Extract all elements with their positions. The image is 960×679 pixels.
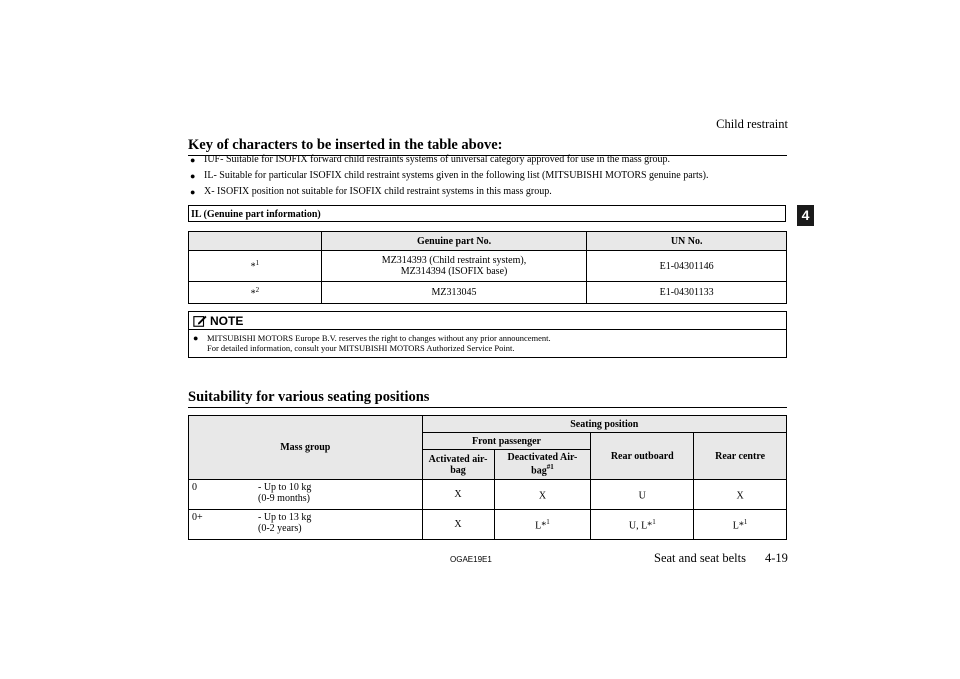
header-deactivated-airbag: Deactivated Air-bag$^{\#1}$ xyxy=(494,450,591,480)
table-header-row xyxy=(189,232,787,251)
note-line: MITSUBISHI MOTORS Europe B.V. reserves the right to changes without any prior announcement. xyxy=(207,333,551,343)
document-code: OGAE19E1 xyxy=(450,555,492,564)
parts-table xyxy=(188,231,787,304)
row-un-no: E1-04301146 xyxy=(587,251,787,282)
suitability-heading: Suitability for various seating positions xyxy=(188,389,787,408)
running-header: Child restraint xyxy=(716,117,788,131)
chapter-tab: 4 xyxy=(797,205,814,226)
table-row xyxy=(189,510,787,540)
row-part-no: MZ314393 (Child restraint system), MZ314394 (ISOFIX base) xyxy=(321,251,587,282)
row-mark: *$^1$ xyxy=(189,251,322,282)
table-header-part-no: Genuine part No. xyxy=(321,232,587,251)
bullet-icon: ● xyxy=(190,171,196,181)
note-box xyxy=(188,311,787,358)
row-mark: *$^2$ xyxy=(189,282,322,304)
header-front-passenger: Front passenger xyxy=(422,433,591,450)
table-row xyxy=(189,480,787,510)
header-mass-group: Mass group xyxy=(189,416,423,480)
cell-deactivated: L*$^1$ xyxy=(494,510,591,540)
row-un-no: E1-04301133 xyxy=(587,282,787,304)
note-header xyxy=(189,312,786,330)
table-row xyxy=(189,282,787,304)
header-seating-position: Seating position xyxy=(422,416,786,433)
key-list xyxy=(190,152,790,200)
note-label: NOTE xyxy=(210,313,244,328)
note-pencil-icon xyxy=(193,314,207,328)
key-item xyxy=(190,168,790,184)
genuine-part-title: IL (Genuine part information) xyxy=(188,205,786,222)
cell-rear-outboard: U xyxy=(591,480,694,510)
page-number: 4-19 xyxy=(765,551,788,565)
header-rear-centre: Rear centre xyxy=(694,433,787,480)
key-heading: Key of characters to be inserted in the table above: xyxy=(188,137,787,156)
key-item-text: X- ISOFIX position not suitable for ISOFIX child restraint systems in this mass group. xyxy=(204,186,552,197)
cell-rear-centre: X xyxy=(694,480,787,510)
note-line: For detailed information, consult your MITSUBISHI MOTORS Authorized Service Point. xyxy=(207,343,515,353)
key-item xyxy=(190,184,790,200)
footer-section: Seat and seat belts xyxy=(654,551,746,565)
table-header-un-no: UN No. xyxy=(587,232,787,251)
bullet-icon: ● xyxy=(193,333,199,343)
cell-rear-centre: L*$^1$ xyxy=(694,510,787,540)
table-header-row xyxy=(189,416,787,433)
table-row xyxy=(189,251,787,282)
header-activated-airbag: Activated air-bag xyxy=(422,450,494,480)
cell-activated: X xyxy=(422,510,494,540)
key-item-text: IL- Suitable for particular ISOFIX child restraint systems given in the following list (MITSUBISHI MOTORS genuine parts). xyxy=(204,170,709,181)
note-body xyxy=(189,330,786,353)
cell-rear-outboard: U, L*$^1$ xyxy=(591,510,694,540)
header-rear-outboard: Rear outboard xyxy=(591,433,694,480)
cell-deactivated: X xyxy=(494,480,591,510)
key-item-text: IUF- Suitable for ISOFIX forward child restraints systems of universal category approved for use in the mass group. xyxy=(204,154,671,165)
bullet-icon: ● xyxy=(190,187,196,197)
bullet-icon: ● xyxy=(190,155,196,165)
seating-table xyxy=(188,415,787,540)
key-item xyxy=(190,152,790,168)
mass-group-cell: 0 - Up to 10 kg (0-9 months) xyxy=(189,480,423,510)
table-header-blank xyxy=(189,232,322,251)
mass-group-cell: 0+ - Up to 13 kg (0-2 years) xyxy=(189,510,423,540)
row-part-no: MZ313045 xyxy=(321,282,587,304)
cell-activated: X xyxy=(422,480,494,510)
